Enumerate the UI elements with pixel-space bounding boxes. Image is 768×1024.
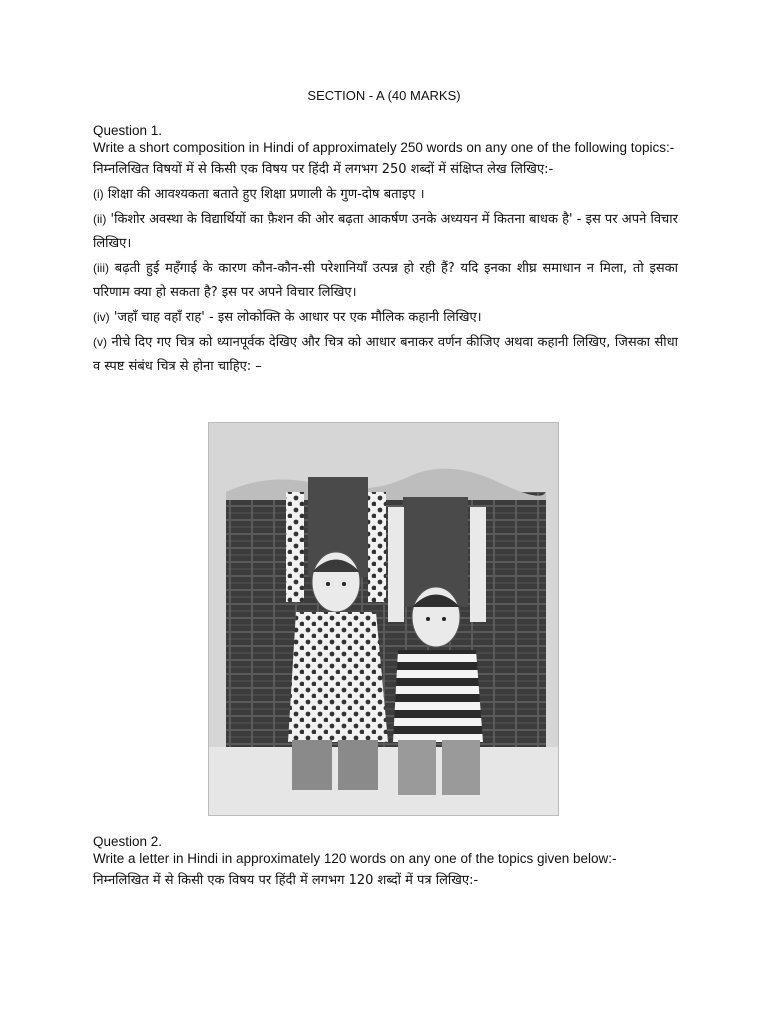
option-item xyxy=(93,207,678,256)
option-text: शिक्षा की आवश्यकता बताते हुए शिक्षा प्रणाली के गुण-दोष बताइए । xyxy=(107,187,425,202)
option-text: 'किशोर अवस्था के विद्यार्थियों का फ़ैशन की ओर बढ़ता आकर्षण उनके अध्ययन में कितना बाधक है' - इस पर अपने विचार लिखिए। xyxy=(93,212,678,251)
option-text: बढ़ती हुई महँगाई के कारण कौन-कौन-सी परेशानियाँ उत्पन्न हो रही हैं? यदि इनका शीघ्र समाधान न मिला, तो इसका परिणाम क्या हो सकता है? इस पर अपने विचार लिखिए। xyxy=(93,261,678,300)
option-item xyxy=(93,305,678,330)
illustration-two-boys-carrying-bricks xyxy=(208,422,559,816)
option-number: (ii) xyxy=(93,212,107,226)
sketch-picture xyxy=(208,422,559,816)
question-1-instruction-english: Write a short composition in Hindi of approximately 250 words on any one of the following topics:- xyxy=(93,140,675,155)
question-1 xyxy=(93,122,678,379)
option-number: (iii) xyxy=(93,261,109,275)
question-1-heading: Question 1. xyxy=(93,123,163,138)
question-2 xyxy=(93,833,678,893)
option-item xyxy=(93,182,678,207)
option-item xyxy=(93,330,678,379)
option-number: (iv) xyxy=(93,310,110,324)
option-number: (i) xyxy=(93,187,104,201)
option-item xyxy=(93,256,678,305)
option-text: 'जहाँ चाह वहाँ राह' - इस लोकोक्ति के आधार पर एक मौलिक कहानी लिखिए। xyxy=(113,310,482,325)
section-title: SECTION - A (40 MARKS) xyxy=(307,88,461,103)
option-number: (v) xyxy=(93,335,107,349)
question-2-instruction-english: Write a letter in Hindi in approximately 120 words on any one of the topics given below:- xyxy=(93,851,617,866)
question-2-instruction-hindi: निम्नलिखित में से किसी एक विषय पर हिंदी में लगभग 120 शब्दों में पत्र लिखिए:- xyxy=(93,873,479,888)
question-1-instruction-hindi: निम्नलिखित विषयों में से किसी एक विषय पर हिंदी में लगभग 250 शब्दों में संक्षिप्त लेख लिखिए:- xyxy=(93,162,554,177)
question-2-heading: Question 2. xyxy=(93,834,163,849)
option-text: नीचे दिए गए चित्र को ध्यानपूर्वक देखिए और चित्र को आधार बनाकर वर्णन कीजिए अथवा कहानी लिखिए, जिसका सीधा व स्पष्ट संबंध चित्र से होना चाहिए: – xyxy=(93,335,678,374)
